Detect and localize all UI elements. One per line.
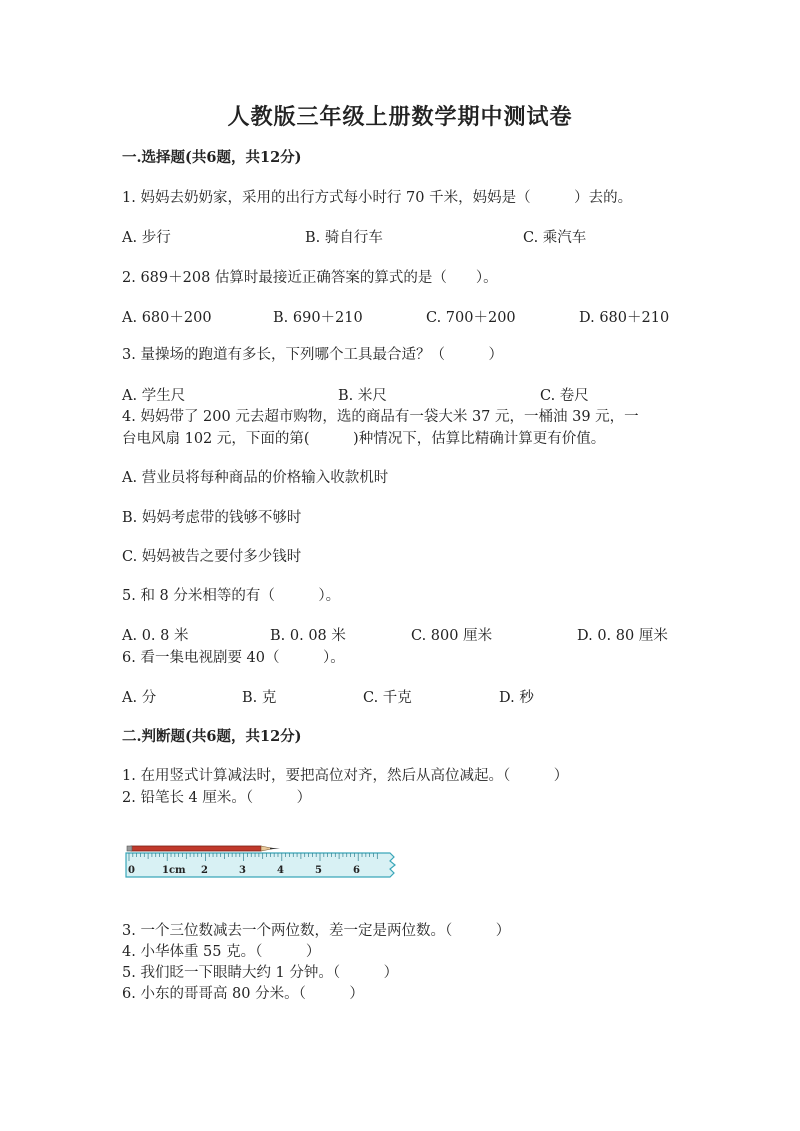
option-1-3-b: B. 米尺 xyxy=(338,388,387,404)
question-1-4-line1: 4. 妈妈带了 200 元去超市购物，选的商品有一袋大米 37 元，一桶油 39 元，一 xyxy=(122,409,639,425)
option-1-4-a: A. 营业员将每种商品的价格输入收款机时 xyxy=(122,470,389,486)
question-1-5: 5. 和 8 分米相等的有（ ）。 xyxy=(122,588,341,604)
section-heading-judgement: 二.判断题(共6题，共12分) xyxy=(122,728,302,745)
ruler-label-0: 0 xyxy=(128,865,135,876)
judgement-question-2: 2. 铅笔长 4 厘米。（ ） xyxy=(122,790,312,806)
judgement-question-1: 1. 在用竖式计算减法时，要把高位对齐，然后从高位减起。（ ） xyxy=(122,768,569,784)
question-1-2: 2. 689＋208 估算时最接近正确答案的算式的是（ ）。 xyxy=(122,270,498,286)
ruler-label-1: 1cm xyxy=(162,865,186,876)
option-1-5-d: D. 0. 80 厘米 xyxy=(577,628,668,644)
option-1-1-a: A. 步行 xyxy=(122,230,171,246)
option-1-2-b: B. 690＋210 xyxy=(273,310,363,326)
option-1-4-b: B. 妈妈考虑带的钱够不够时 xyxy=(122,510,302,526)
pencil-icon xyxy=(127,846,280,851)
judgement-question-3: 3. 一个三位数减去一个两位数，差一定是两位数。（ ） xyxy=(122,923,511,939)
section-heading-choice: 一.选择题(共6题，共12分) xyxy=(122,149,302,166)
option-1-6-d: D. 秒 xyxy=(499,690,534,706)
option-1-5-c: C. 800 厘米 xyxy=(411,628,493,644)
judgement-question-5: 5. 我们眨一下眼睛大约 1 分钟。（ ） xyxy=(122,965,399,981)
option-1-4-c: C. 妈妈被告之要付多少钱时 xyxy=(122,549,302,565)
question-1-1: 1. 妈妈去奶奶家，采用的出行方式每小时行 70 千米，妈妈是（ ）去的。 xyxy=(122,190,633,206)
judgement-question-4: 4. 小华体重 55 克。（ ） xyxy=(122,944,321,960)
option-1-3-a: A. 学生尺 xyxy=(122,388,186,404)
option-1-1-c: C. 乘汽车 xyxy=(523,230,587,246)
question-1-3: 3. 量操场的跑道有多长，下列哪个工具最合适？（ ） xyxy=(122,347,503,363)
ruler-label-3: 3 xyxy=(239,865,246,876)
ruler-label-2: 2 xyxy=(201,865,208,876)
ruler-label-5: 5 xyxy=(315,865,322,876)
option-1-5-b: B. 0. 08 米 xyxy=(270,628,346,644)
option-1-5-a: A. 0. 8 米 xyxy=(122,628,189,644)
pencil-ruler-illustration xyxy=(124,840,404,886)
option-1-1-b: B. 骑自行车 xyxy=(305,230,383,246)
option-1-6-b: B. 克 xyxy=(242,690,277,706)
pencil-ruler-figure xyxy=(124,840,404,886)
question-1-6: 6. 看一集电视剧要 40（ ）。 xyxy=(122,650,345,666)
option-1-2-a: A. 680＋200 xyxy=(122,310,212,326)
question-1-4-line2: 台电风扇 102 元，下面的第( )种情况下，估算比精确计算更有价值。 xyxy=(122,431,606,447)
option-1-3-c: C. 卷尺 xyxy=(540,388,589,404)
ruler-label-6: 6 xyxy=(353,865,360,876)
option-1-2-d: D. 680＋210 xyxy=(579,310,670,326)
page-title: 人教版三年级上册数学期中测试卷 xyxy=(227,104,573,130)
option-1-6-c: C. 千克 xyxy=(363,690,412,706)
ruler-label-4: 4 xyxy=(277,865,284,876)
option-1-6-a: A. 分 xyxy=(122,690,157,706)
judgement-question-6: 6. 小东的哥哥高 80 分米。（ ） xyxy=(122,986,364,1002)
option-1-2-c: C. 700＋200 xyxy=(426,310,516,326)
